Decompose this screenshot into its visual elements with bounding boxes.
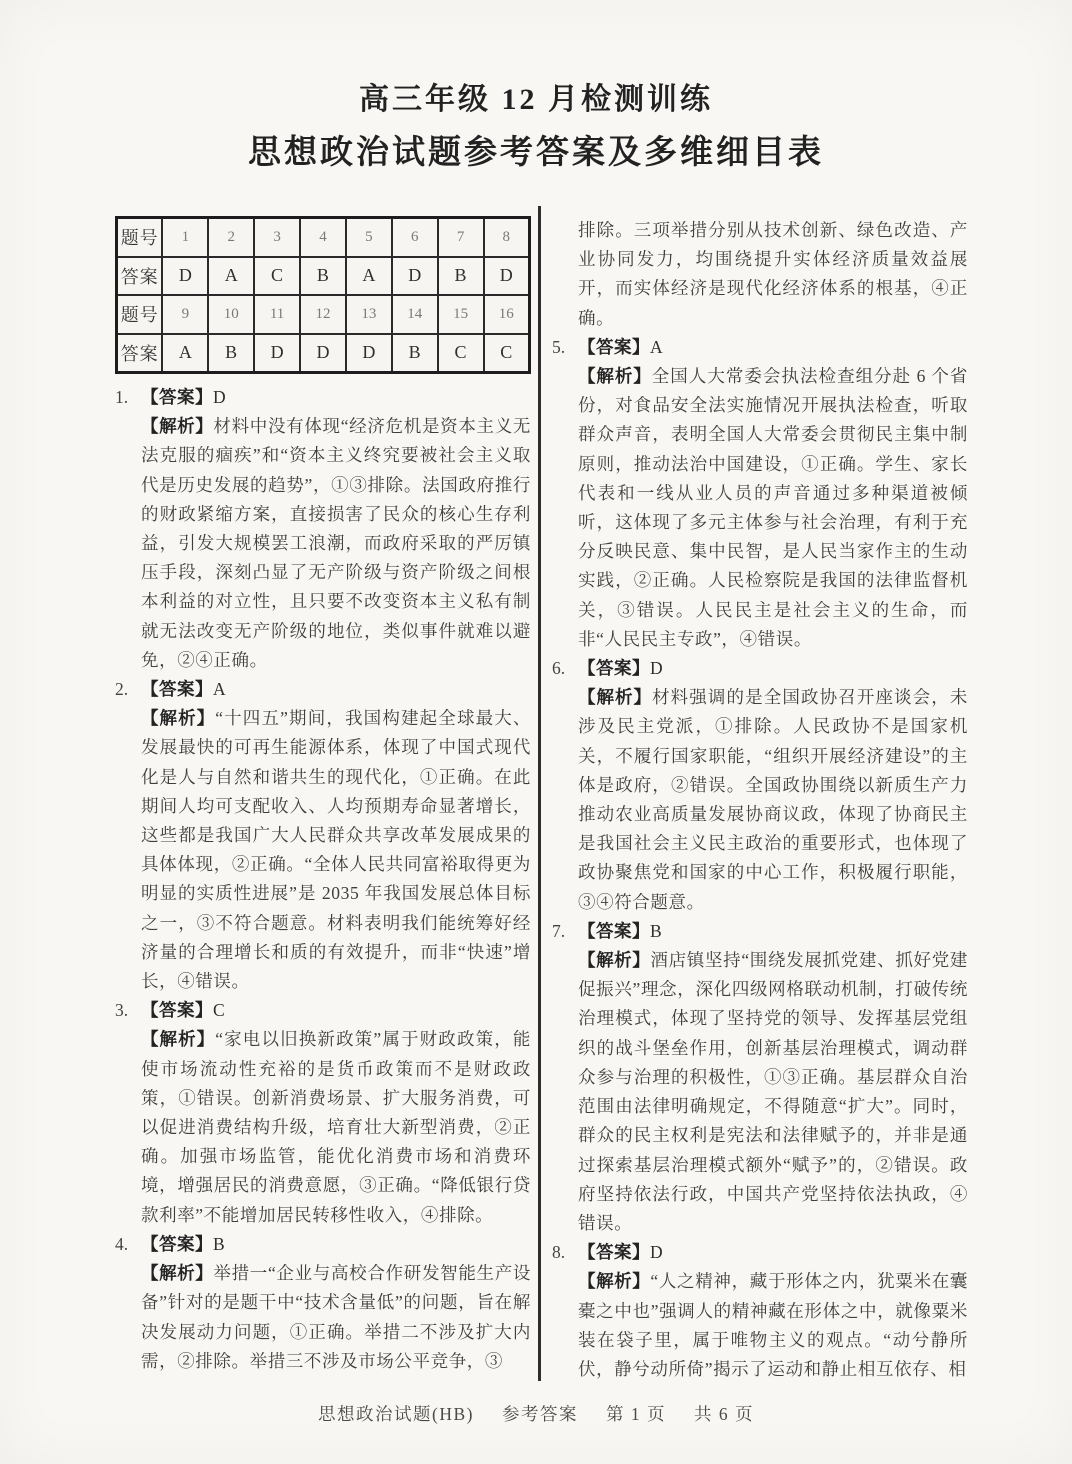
answer-section-7: [552, 917, 968, 1238]
column-divider: [538, 206, 541, 1381]
answer-section-6: [552, 654, 968, 917]
answer-value: A: [650, 336, 663, 357]
answer-cell: B: [300, 257, 346, 296]
answer-cell: D: [346, 334, 392, 373]
row-label: 题号: [117, 218, 163, 257]
answer-label: 【答案】: [578, 658, 650, 679]
analysis-text: [578, 946, 968, 1238]
analysis-text: [578, 683, 968, 917]
analysis-body: 材料中没有体现“经济危机是资本主义无法克服的痼疾”和“资本主义终究要被社会主义取代是历史发展的趋势”，①③排除。法国政府推行的财政紧缩方案，直接损害了民众的核心生存利益，引发大规模罢工浪潮，而政府采取的严厉镇压手段，深刻凸显了无产阶级与资产阶级之间根本利益的对立性，且只要不改变资本主义私有制就无法改变无产阶级的地位，类似事件就难以避免，②④正确。: [141, 416, 531, 670]
answer-line: [552, 654, 968, 683]
question-number: 7.: [552, 920, 566, 941]
question-number-cell: 1: [162, 218, 208, 257]
answer-value: D: [650, 1242, 663, 1263]
analysis-label: 【解析】: [578, 950, 651, 971]
question-number-cell: 4: [300, 218, 346, 257]
answer-line: [115, 1230, 531, 1259]
table-row: [117, 218, 530, 257]
row-label: 题号: [117, 295, 163, 334]
row-label: 答案: [117, 257, 163, 296]
answer-label: 【答案】: [578, 336, 650, 357]
analysis-body: 材料强调的是全国政协召开座谈会，未涉及民主党派，①排除。人民政协不是国家机关，不履行国家职能，“组织开展经济建设”的主体是政府，②错误。全国政协围绕以新质生产力推动农业高质量发展协商议政，体现了协商民主是我国社会主义民主政治的重要形式，也体现了政协聚焦党和国家的中心工作，积极履行职能，③④符合题意。: [578, 687, 968, 912]
answer-cell: B: [438, 257, 484, 296]
question-number: 3.: [115, 1000, 129, 1021]
analysis-continuation-text: 排除。三项举措分别从技术创新、绿色改造、产业协同发力，均围绕提升实体经济质量效益展开，而实体经济是现代化经济体系的根基，④正确。: [578, 220, 968, 328]
footer-doc-title: 思想政治试题(HB): [318, 1404, 474, 1424]
answer-cell: D: [254, 334, 300, 373]
page-header: [0, 0, 1072, 174]
question-number-cell: 8: [484, 218, 530, 257]
answer-label: 【答案】: [578, 1242, 650, 1263]
answer-section-1: [115, 383, 531, 675]
analysis-label: 【解析】: [578, 366, 652, 387]
answer-cell: B: [392, 334, 438, 373]
answer-label: 【答案】: [578, 920, 650, 941]
question-number-cell: 13: [346, 295, 392, 334]
page-footer: [0, 1401, 1072, 1426]
answer-label: 【答案】: [141, 1000, 213, 1021]
footer-ref-label: 参考答案: [501, 1404, 578, 1424]
analysis-label: 【解析】: [141, 416, 214, 437]
answer-line: [115, 383, 531, 412]
question-number: 5.: [552, 336, 566, 357]
question-number-cell: 6: [392, 218, 438, 257]
question-number-cell: 5: [346, 218, 392, 257]
table-row: [117, 334, 530, 373]
right-column: [552, 216, 968, 1384]
answer-cell: A: [162, 334, 208, 373]
answer-key-table: [115, 216, 531, 374]
answer-cell: D: [162, 257, 208, 296]
row-label: 答案: [117, 334, 163, 373]
question-number-cell: 3: [254, 218, 300, 257]
analysis-label: 【解析】: [578, 687, 653, 708]
footer-page-number: 第 1 页: [605, 1404, 666, 1424]
answer-value: A: [213, 679, 226, 700]
answer-cell: A: [346, 257, 392, 296]
answer-section-8: [552, 1238, 968, 1384]
footer-page-total: 共 6 页: [693, 1404, 754, 1424]
analysis-label: 【解析】: [141, 1263, 214, 1284]
answer-label: 【答案】: [141, 1233, 213, 1254]
analysis-body: 全国人大常委会执法检查组分赴 6 个省份，对食品安全法实施情况开展执法检查，听取群众声音，表明全国人大常委会贯彻民主集中制原则，推动法治中国建设，①正确。学生、家长代表和一线从业人员的声音通过多种渠道被倾听，这体现了多元主体参与社会治理，有利于充分反映民意、集中民智，是人民当家作主的生动实践，②正确。人民检察院是我国的法律监督机关，③错误。人民民主是社会主义的生命，而非“人民民主专政”，④错误。: [578, 366, 968, 649]
answer-cell: B: [208, 334, 254, 373]
analysis-text: [141, 1025, 531, 1229]
answer-value: C: [213, 1000, 225, 1021]
left-column: [115, 216, 531, 1376]
analysis-body: “家电以旧换新政策”属于财政政策，能使市场流动性充裕的是货币政策而不是财政政策，①错误。创新消费场景、扩大服务消费，可以促进消费结构升级，培育壮大新型消费，②正确。加强市场监管，能优化消费市场和消费环境，增强居民的消费意愿，③正确。“降低银行贷款利率”不能增加居民转移性收入，④排除。: [141, 1029, 532, 1225]
answer-section-4: [115, 1230, 531, 1376]
question-number-cell: 14: [392, 295, 438, 334]
question-number-cell: 15: [438, 295, 484, 334]
question-number: 8.: [552, 1242, 566, 1263]
analysis-body: 酒店镇坚持“围绕发展抓党建、抓好党建促振兴”理念，深化四级网格联动机制，打破传统治理模式，体现了坚持党的领导、发挥基层党组织的战斗堡垒作用，创新基层治理模式，调动群众参与治理的积极性，①③正确。基层群众自治范围由法律明确规定，不得随意“扩大”。同时，群众的民主权利是宪法和法律赋予的，并非是通过探索基层治理模式额外“赋予”的，②错误。政府坚持依法行政，中国共产党坚持依法执政，④错误。: [578, 950, 968, 1233]
question-number: 1.: [115, 387, 129, 407]
analysis-body: “十四五”期间，我国构建起全球最大、发展最快的可再生能源体系，体现了中国式现代化是人与自然和谐共生的现代化，①正确。在此期间人均可支配收入、人均预期寿命显著增长，这些都是我国广大人民群众共享改革发展成果的具体体现，②正确。“全体人民共同富裕取得更为明显的实质性进展”是 2035 年我国发展总体目标之一，③不符合题意。材料表明我们能统筹好经济量的合理增长和质的有效提升，而非“快速”增长，④错误。: [141, 708, 532, 992]
analysis-text: [141, 412, 531, 675]
page-subtitle: 思想政治试题参考答案及多维细目表: [248, 135, 824, 171]
section-4-continuation: [552, 216, 968, 333]
answer-cell: C: [484, 334, 530, 373]
question-number-cell: 7: [438, 218, 484, 257]
question-number-cell: 2: [208, 218, 254, 257]
question-number: 2.: [115, 679, 129, 700]
answer-section-2: [115, 675, 531, 996]
answer-line: [115, 996, 531, 1025]
question-number: 6.: [552, 658, 566, 679]
analysis-label: 【解析】: [141, 708, 216, 729]
question-number-cell: 9: [162, 295, 208, 334]
analysis-body: 举措一“企业与高校合作研发智能生产设备”针对的是题干中“技术含量低”的问题，旨在解决发展动力问题，①正确。举措二不涉及扩大内需，②排除。举措三不涉及市场公平竞争，③: [141, 1263, 531, 1371]
answer-cell: D: [484, 257, 530, 296]
answer-cell: C: [438, 334, 484, 373]
answer-cell: D: [300, 334, 346, 373]
analysis-label: 【解析】: [141, 1029, 216, 1050]
answer-value: D: [650, 658, 663, 679]
analysis-label: 【解析】: [578, 1271, 651, 1292]
answer-value: D: [213, 387, 226, 407]
answer-value: B: [650, 920, 662, 941]
answer-line: [552, 1238, 968, 1267]
answer-line: [552, 917, 968, 946]
answer-cell: A: [208, 257, 254, 296]
analysis-text: [141, 704, 531, 996]
question-number: 4.: [115, 1233, 129, 1254]
answer-cell: D: [392, 257, 438, 296]
question-number-cell: 11: [254, 295, 300, 334]
analysis-body: “人之精神，藏于形体之内，犹粟米在囊橐之中也”强调人的精神藏在形体之中，就像粟米装在袋子里，属于唯物主义的观点。“动兮静所伏，静兮动所倚”揭示了运动和静止相互依存、相: [578, 1271, 968, 1379]
answer-line: [115, 675, 531, 704]
answer-label: 【答案】: [141, 387, 213, 407]
answer-line: [552, 333, 968, 362]
analysis-text: [578, 362, 968, 654]
answer-section-3: [115, 996, 531, 1230]
answer-value: B: [213, 1233, 225, 1254]
table-row: [117, 295, 530, 334]
question-number-cell: 16: [484, 295, 530, 334]
question-number-cell: 12: [300, 295, 346, 334]
table-row: [117, 257, 530, 296]
page-title: 高三年级 12 月检测训练: [359, 83, 713, 116]
question-number-cell: 10: [208, 295, 254, 334]
analysis-text: [141, 1259, 531, 1376]
analysis-text: [578, 1267, 968, 1384]
answer-label: 【答案】: [141, 679, 213, 700]
answer-cell: C: [254, 257, 300, 296]
answer-section-5: [552, 333, 968, 654]
